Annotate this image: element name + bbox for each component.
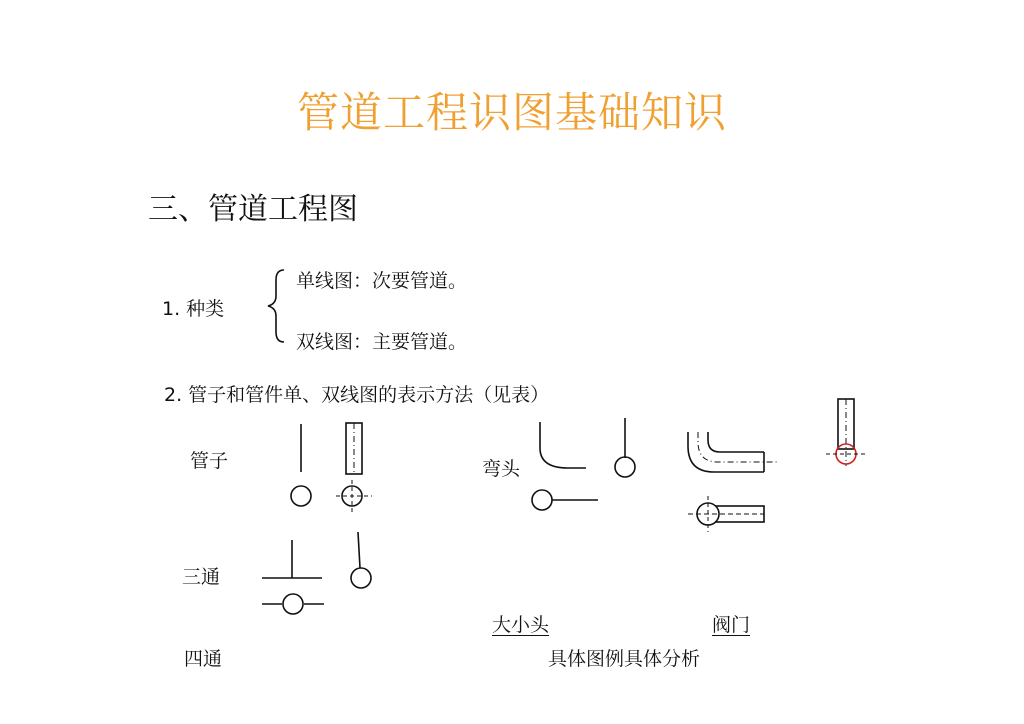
elbow-label: 弯头 xyxy=(482,458,521,480)
cross-label: 四通 xyxy=(184,648,223,670)
footer-note: 具体图例具体分析 xyxy=(548,648,701,670)
valve-label: 阀门 xyxy=(712,614,751,636)
reducer-label: 大小头 xyxy=(492,614,550,636)
elbow-single-line-symbol xyxy=(532,418,635,510)
pipe-single-line-symbol xyxy=(291,424,311,506)
double-line-desc: 双线图：主要管道。 xyxy=(296,331,468,353)
item2-label: 2. 管子和管件单、双线图的表示方法（见表） xyxy=(164,384,550,406)
section-heading: 三、管道工程图 xyxy=(148,192,358,227)
pipe-label: 管子 xyxy=(190,450,229,472)
tee-vertical-symbol xyxy=(351,532,371,588)
tee-single-line-symbol xyxy=(262,540,322,578)
page-title: 管道工程识图基础知识 xyxy=(296,88,727,137)
elbow-double-line-symbol xyxy=(688,432,778,472)
item1-label: 1. 种类 xyxy=(162,298,225,320)
tee-label: 三通 xyxy=(182,566,221,588)
vertical-double-pipe-symbol xyxy=(826,399,866,466)
elbow-double-line-end-symbol xyxy=(688,496,764,532)
cross-single-line-symbol xyxy=(262,594,324,614)
pipe-double-line-symbol xyxy=(336,423,372,512)
category-brace xyxy=(268,270,284,342)
single-line-desc: 单线图：次要管道。 xyxy=(296,270,468,292)
